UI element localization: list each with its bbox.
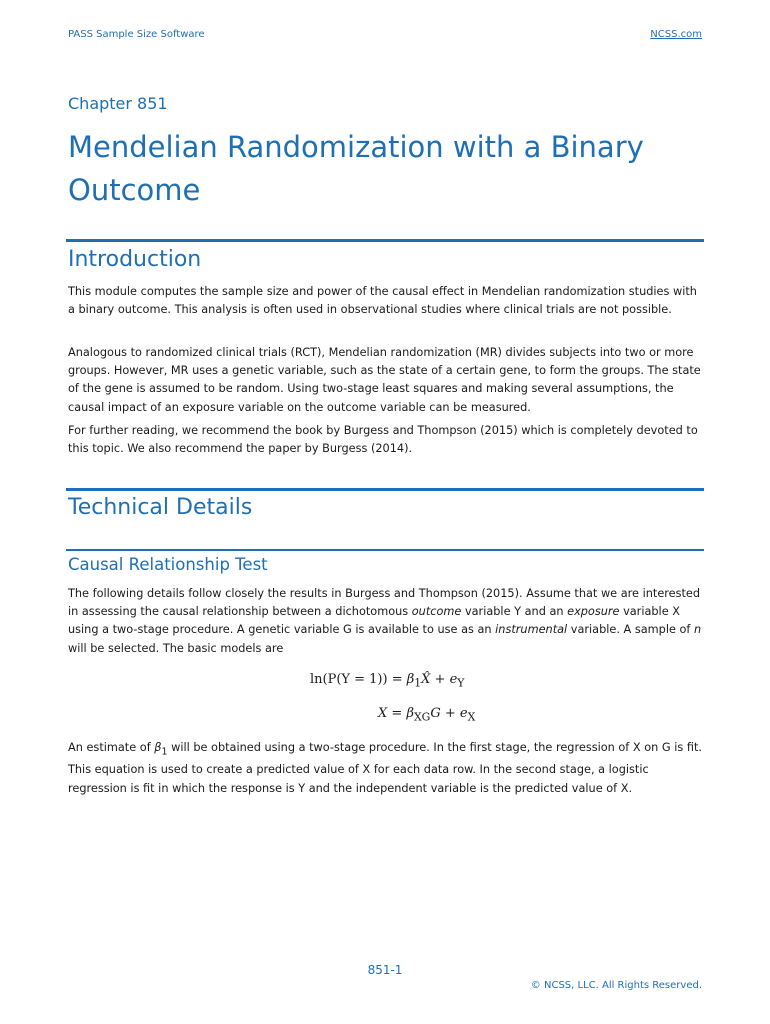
term-n: n [694, 623, 702, 637]
ncss-link[interactable]: NCSS.com [650, 29, 702, 40]
page-title: Mendelian Randomization with a Binary Outcome [68, 130, 644, 207]
tech-p1-text-e: will be selected. The basic models are [68, 641, 284, 655]
introduction-rule [66, 239, 704, 242]
intro-paragraph-2: Analogous to randomized clinical trials (RCT), Mendelian randomization (MR) divides subjects into two or more groups. However, MR uses a genetic variable, such as the state of a certain gene, to form the groups. The state of the gene is assumed to be random. Using two-stage least squares and making several assumptions, the causal impact of an exposure variable on the outcome variable can be measured. [68, 346, 701, 414]
tech-p1-text-c: variable X using a two-stage procedure. A genetic variable G is available to use as an [68, 605, 680, 637]
eq1-error-sub: Y [457, 676, 465, 690]
equation-logistic-model [310, 672, 464, 690]
eq2-g: G [430, 706, 441, 721]
eq2-error-sub: X [467, 710, 476, 724]
eq2-beta: β [406, 706, 414, 721]
technical-details-heading: Technical Details [68, 495, 253, 520]
intro-paragraph-3: For further reading, we recommend the book by Burgess and Thompson (2015) which is completely devoted to this topic. We also recommend the paper by Burgess (2014). [68, 424, 698, 456]
tech-p1-text-b: variable Y and an [461, 605, 568, 619]
causal-test-heading: Causal Relationship Test [68, 555, 268, 574]
technical-paragraph-2 [68, 739, 704, 798]
introduction-heading: Introduction [68, 247, 202, 272]
copyright-notice: © NCSS, LLC. All Rights Reserved. [530, 980, 702, 991]
term-instrumental: instrumental [495, 623, 568, 637]
eq1-beta: β [406, 672, 415, 687]
tech-p2-text-b: will be obtained using a two-stage procedure. In the first stage, the regression of X on G is fit. This equation is used to create a predicted value of X for each data row. In the second stage, a logistic regression is fit in which the response is Y and the independent variable is the predicted value of X. [68, 741, 702, 795]
tech-p1-text-a: The following details follow closely the results in Burgess and Thompson (2015). Assume that we are interested in assessing the causal relationship between a dichotomous [68, 587, 701, 619]
term-exposure: exposure [567, 605, 620, 619]
eq1-plus: + [430, 672, 450, 687]
tech-p2-beta-sub: 1 [161, 746, 168, 758]
term-outcome: outcome [411, 605, 462, 619]
eq1-lhs: ln(P(Y = 1)) = [310, 672, 407, 687]
chapter-label: Chapter 851 [68, 94, 168, 113]
technical-paragraph-1 [68, 585, 704, 658]
eq2-equals: = [387, 706, 407, 721]
eq2-x: X [378, 706, 388, 721]
eq2-plus: + [440, 706, 460, 721]
tech-p2-text-a: An estimate of [68, 741, 155, 754]
intro-paragraph-1: This module computes the sample size and power of the causal effect in Mendelian randomization studies with a binary outcome. This analysis is often used in observational studies where clinical trials are not possible. [68, 285, 697, 317]
tech-p1-text-d: variable. A sample of [567, 623, 694, 637]
page-number: 851-1 [367, 963, 403, 977]
eq1-beta-sub: 1 [414, 676, 422, 690]
causal-test-rule [66, 549, 704, 551]
equation-first-stage-model [378, 706, 475, 724]
eq2-error: e [459, 706, 468, 721]
eq1-xhat: X̂ [421, 672, 431, 687]
eq2-beta-sub: XG [413, 710, 431, 724]
header-product-name: PASS Sample Size Software [68, 29, 205, 40]
technical-details-rule [66, 488, 704, 491]
eq1-error: e [449, 672, 458, 687]
tech-p2-beta: β [154, 741, 162, 754]
